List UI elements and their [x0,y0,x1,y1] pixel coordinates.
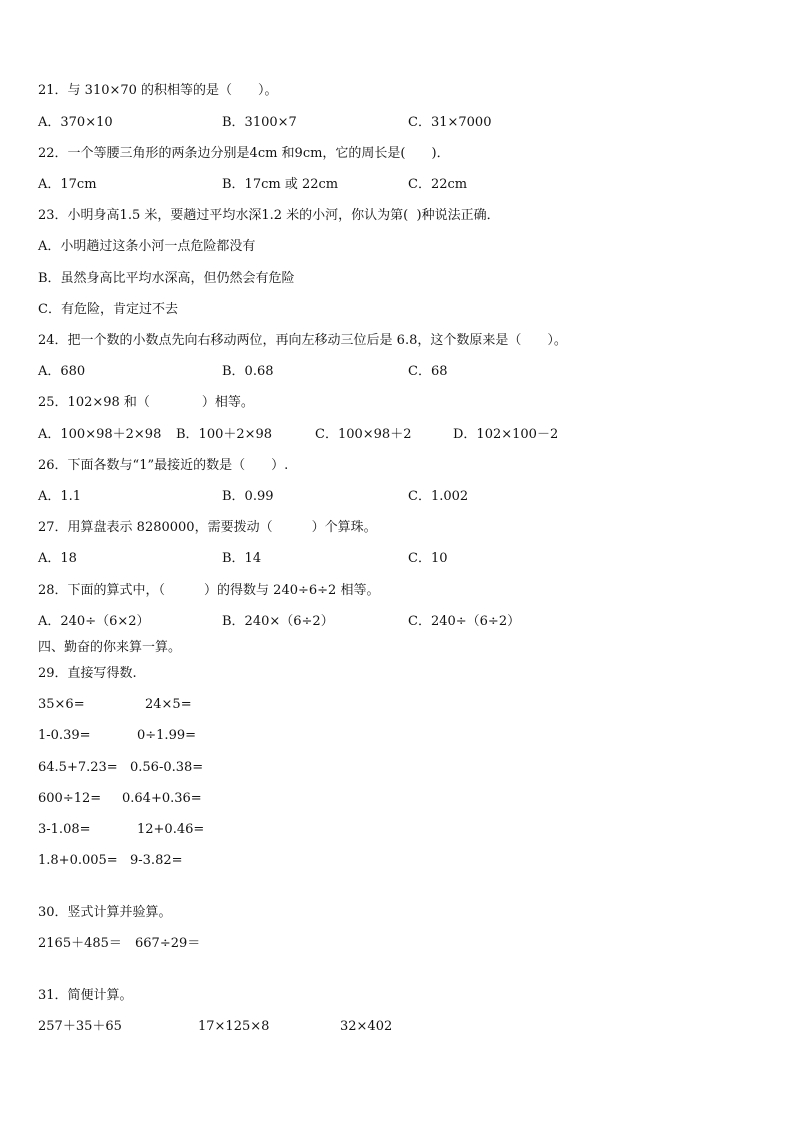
question-24-stem: 24．把一个数的小数点先向右移动两位，再向左移动三位后是 6.8，这个数原来是（ ）。 [38,333,567,348]
q28-option-a: A．240÷（6×2） [38,614,150,629]
q29-calc-2b: 0÷1.99= [137,728,197,743]
q30-item-1: 2165＋485＝ [38,936,122,951]
question-23-stem: 23．小明身高1.5 米，要趟过平均水深1.2 米的小河，你认为第( )种说法正确． [38,208,500,223]
q21-option-c: C．31×7000 [408,115,492,130]
q23-option-a: A．小明趟过这条小河一点危险都没有 [38,239,256,254]
q26-option-a: A．1.1 [38,489,82,504]
q25-option-c: C．100×98＋2 [315,427,412,442]
q27-option-a: A．18 [38,551,77,566]
question-26-stem: 26．下面各数与“1”最接近的数是（ ）. [38,458,289,473]
q31-item-1: 257＋35＋65 [38,1019,122,1034]
q24-option-b: B．0.68 [222,364,274,379]
q29-calc-1a: 35×6= [38,697,85,712]
question-30-stem: 30．竖式计算并验算。 [38,905,172,920]
q28-option-c: C．240÷（6÷2） [408,614,521,629]
q26-option-b: B．0.99 [222,489,274,504]
q29-calc-3b: 0.56-0.38= [130,760,204,775]
question-31-stem: 31．简便计算。 [38,988,133,1003]
q31-item-3: 32×402 [340,1019,393,1034]
question-29-stem: 29．直接写得数. [38,666,137,681]
q22-option-b: B．17cm 或 22cm [222,177,339,192]
q29-calc-6a: 1.8+0.005= [38,853,118,868]
q29-calc-5b: 12+0.46= [137,822,205,837]
q29-calc-4b: 0.64+0.36= [122,791,202,806]
section-4-title: 四、勤奋的你来算一算。 [38,640,182,655]
q21-option-a: A．370×10 [38,115,113,130]
q21-option-b: B．3100×7 [222,115,297,130]
q29-calc-1b: 24×5= [145,697,192,712]
q31-item-2: 17×125×8 [198,1019,270,1034]
question-22-stem: 22．一个等腰三角形的两条边分别是4cm 和9cm，它的周长是( )． [38,146,450,161]
q24-option-a: A．680 [38,364,86,379]
q22-option-c: C．22cm [408,177,468,192]
q29-calc-4a: 600÷12= [38,791,102,806]
q29-calc-5a: 3-1.08= [38,822,91,837]
q25-option-b: B．100＋2×98 [176,427,273,442]
q27-option-c: C．10 [408,551,448,566]
question-21-stem: 21．与 310×70 的积相等的是（ ）。 [38,83,278,98]
q23-option-c: C．有危险，肯定过不去 [38,302,178,317]
question-28-stem: 28．下面的算式中，（ ）的得数与 240÷6÷2 相等。 [38,583,380,598]
q29-calc-6b: 9-3.82= [130,853,183,868]
q29-calc-2a: 1-0.39= [38,728,91,743]
q25-option-a: A．100×98＋2×98 [38,427,162,442]
q23-option-b: B．虽然身高比平均水深高，但仍然会有危险 [38,271,295,286]
question-25-stem: 25．102×98 和（ ）相等。 [38,395,254,410]
q27-option-b: B．14 [222,551,262,566]
q29-calc-3a: 64.5+7.23= [38,760,118,775]
q26-option-c: C．1.002 [408,489,469,504]
q22-option-a: A．17cm [38,177,97,192]
q24-option-c: C．68 [408,364,448,379]
q25-option-d: D．102×100－2 [453,427,559,442]
question-27-stem: 27．用算盘表示 8280000，需要拨动（ ）个算珠。 [38,520,377,535]
q30-item-2: 667÷29＝ [135,936,201,951]
q28-option-b: B．240×（6÷2） [222,614,334,629]
